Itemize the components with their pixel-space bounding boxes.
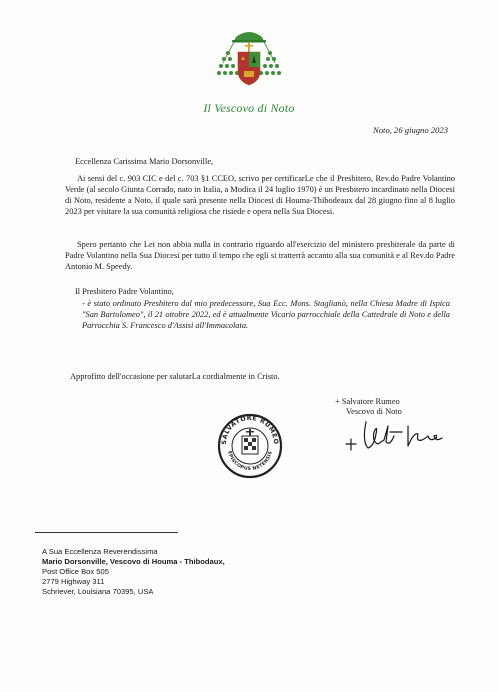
official-seal-stamp-icon [216,396,284,486]
episcopal-coat-of-arms-icon [214,25,284,97]
address-line: 2779 Highway 311 [42,576,105,586]
paragraph-closing: Approfitto dell'occasione per salutarLa cordialmente in Cristo. [70,372,280,381]
address-line: A Sua Eccellenza Reverendissima [42,547,158,556]
handwritten-signature-icon [338,412,456,454]
signatory-title: Vescovo di Noto [346,407,402,416]
salutation: Eccellenza Carissima Mario Dorsonville, [75,157,214,166]
recipient-address-block [42,547,225,597]
address-recipient-name: Mario Dorsonville, Vescovo di Houma - Thibodaux, [42,556,225,566]
paragraph-presbyter-detail: - è stato ordinato Presbitero dal mio predecessore, Sua Ecc. Mons. Staglianò, nella Chiesa Madre di Ispica "San Bartolomeo", il 21 ottobre 2022, ed è attualmente Vicario parrocchiale della Cattedrale di Noto e della Parrocchia S. Francesco d'Assisi all'Immacolata. [82,299,450,330]
letter-date: Noto, 26 giugno 2023 [373,125,448,135]
paragraph-presbyter-intro: Il Presbitero Padre Volantino, [75,287,174,296]
signatory-name: + Salvatore Rumeo [335,397,400,406]
address-divider [35,532,178,533]
svg-text:EPISCOPUS NETENSIS: EPISCOPUS NETENSIS [226,450,274,473]
letterhead-title: Il Vescovo di Noto [203,101,295,115]
svg-text:SALVATORE RUMEO: SALVATORE RUMEO [220,414,280,445]
paragraph-certification: Ai sensi del c. 903 CIC e del c. 703 §1 CCEO, scrivo per certificarLe che il Presbitero, Rev.do Padre Volantino Verde (al secolo Giunta Corrado, nato in Italia, a Modica il 24 luglio 1970) è un Presbitero incardinato nella Diocesi di Noto, residente a Noto, il quale sarà presente nella Diocesi di Houma-Thibodeaux dal 28 giugno fino al 8 luglio 2023 per visitare la sua comunità religiosa che risiede e opera nella Sua Diocesi. [65,174,455,216]
address-line: Schriever, Louisiana 70395, USA [42,586,154,596]
address-line: Post Office Box 505 [42,566,109,576]
paragraph-request: Spero pertanto che Lei non abbia nulla in contrario riguardo all'esercizio del ministero presbiterale da parte di Padre Volantino nella Sua Diocesi per tutto il tempo che egli si tratterrà accanto alla sua comunità e al Rev.do Padre Antonio M. Speedy. [65,240,455,271]
